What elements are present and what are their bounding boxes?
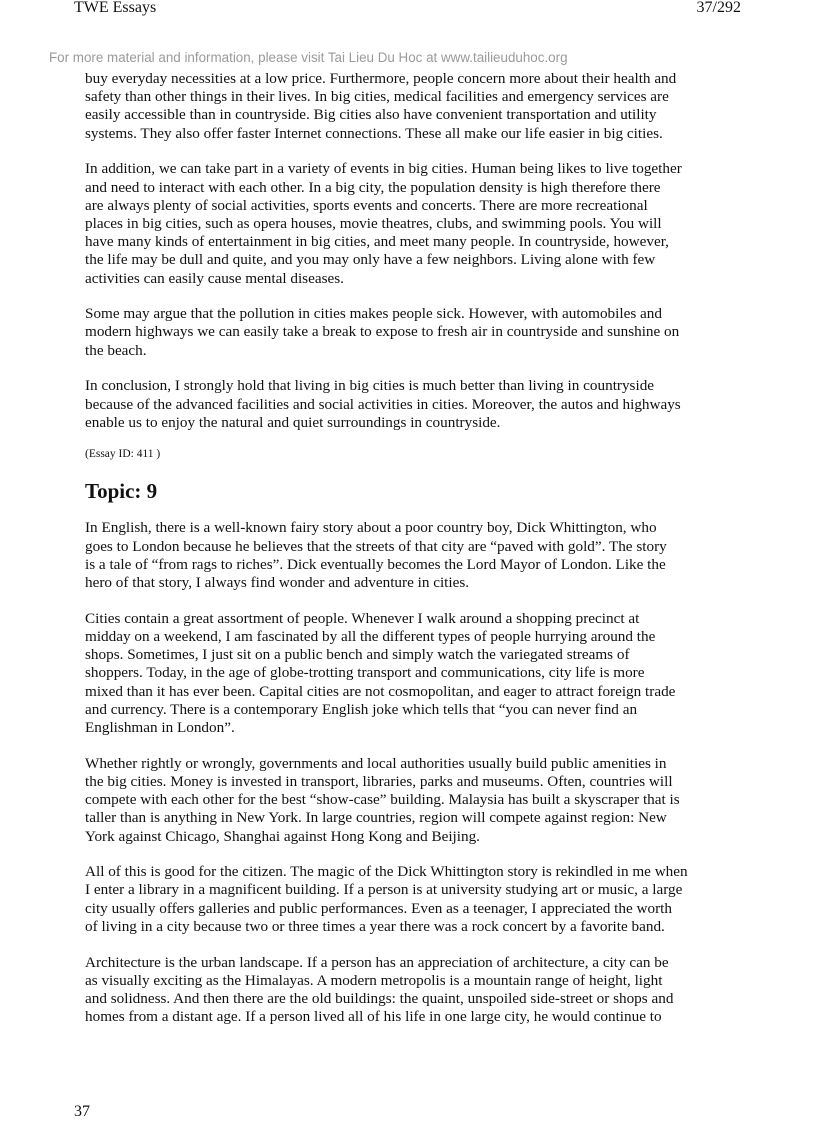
page-content (85, 70, 745, 1044)
paragraph: Whether rightly or wrongly, governments and local authorities usually build public amenities in the big cities. Money is invested in transport, libraries, parks and museums. Often, countries will compete with each other for the best “show-case” building. Malaysia has built a skyscraper that is taller than is anything in New York. In large countries, region will compete against region: New York against Chicago, Shanghai against Hong Kong and Beijing. (85, 754, 680, 845)
paragraph: In English, there is a well-known fairy story about a poor country boy, Dick Whittington, who goes to London because he believes that the streets of that city are “paved with gold”. The story is a tale of “from rags to riches”. Dick eventually becomes the Lord Mayor of London. Like the hero of that story, I always find wonder and adventure in cities. (85, 519, 667, 592)
essay-id: (Essay ID: 411 ) (85, 448, 161, 461)
header-title: TWE Essays (74, 0, 157, 16)
topic-heading: Topic: 9 (85, 479, 158, 504)
paragraph: Architecture is the urban landscape. If a person has an appreciation of architecture, a city can be as visually exciting as the Himalayas. A modern metropolis is a mountain range of height, light and solidness. And then there are the old buildings: the quaint, unspoiled side-street or shops and homes from a distant age. If a person lived all of his life in one large city, he would continue to (85, 953, 674, 1026)
paragraph: In addition, we can take part in a variety of events in big cities. Human being likes to live together and need to interact with each other. In a big city, the population density is high therefore there are always plenty of social activities, sports events and concerts. There are more recreational places in big cities, such as opera houses, movie theatres, clubs, and swimming pools. You will have many kinds of entertainment in big cities, and meet many people. In countryside, however, the life may be dull and quite, and you may only have a few neighbors. Living alone with few activities can easily cause mental diseases. (85, 160, 682, 287)
paragraph: All of this is good for the citizen. The magic of the Dick Whittington story is rekindled in me when I enter a library in a magnificent building. If a person is at university studying art or music, a large city usually offers galleries and public performances. Even as a teenager, I appreciated the worth of living in a city because two or three times a year there was a rock concert by a favorite band. (85, 863, 688, 935)
paragraph: In conclusion, I strongly hold that living in big cities is much better than living in countryside because of the advanced facilities and social activities in cities. Moreover, the autos and highways enable us to enjoy the natural and quiet surroundings in countryside. (85, 377, 681, 431)
watermark-link[interactable]: For more material and information, please visit Tai Lieu Du Hoc at www.tailieuduhoc.org (49, 50, 568, 65)
paragraph: Some may argue that the pollution in cities makes people sick. However, with automobiles and modern highways we can easily take a break to expose to fresh air in countryside and sunshine on the beach. (85, 305, 680, 359)
page-number: 37 (74, 1103, 90, 1120)
paragraph: buy everyday necessities at a low price. Furthermore, people concern more about their health and safety than other things in their lives. In big cities, medical facilities and emergency services are easily accessible than in countryside. Big cities also have convenient transportation and utility systems. They also offer faster Internet connections. These all make our life easier in big cities. (85, 70, 677, 142)
page-counter: 37/292 (696, 0, 741, 16)
paragraph: Cities contain a great assortment of people. Whenever I walk around a shopping precinct at midday on a weekend, I am fascinated by all the different types of people hurrying around the shops. Sometimes, I just sit on a public bench and simply watch the variegated streams of shoppers. Today, in the age of globe-trotting transport and communications, city life is more mixed than it has ever been. Capital cities are not cosmopolitan, and eager to attract foreign trade and currency. There is a contemporary English joke which tells that “you can never find an Englishman in London”. (85, 609, 676, 736)
